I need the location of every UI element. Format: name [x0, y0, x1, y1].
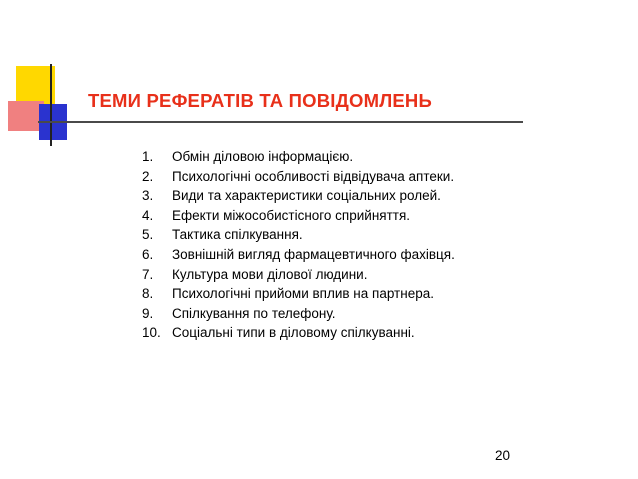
list-item	[142, 284, 455, 304]
title-underline	[38, 121, 523, 123]
list-item	[142, 323, 455, 343]
list-item-text: Обмін діловою інформацією.	[172, 149, 354, 164]
list-item	[142, 206, 455, 226]
list-item	[142, 225, 455, 245]
list-item-number: 4.	[142, 207, 154, 223]
list-item	[142, 304, 455, 324]
list-item-number: 5.	[142, 227, 154, 243]
list-item-text: Зовнішній вигляд фармацевтичного фахівця.	[172, 246, 455, 262]
list-item-text: Культура мови ділової людини.	[172, 266, 368, 282]
list-item	[142, 265, 455, 285]
topics-list	[142, 147, 455, 343]
list-item	[142, 186, 455, 206]
page-number: 20	[495, 448, 511, 463]
list-item-text: Види та характеристики соціальних ролей.	[172, 188, 441, 204]
list-item-text: Тактика спілкування.	[172, 227, 303, 243]
list-item	[142, 245, 455, 265]
list-item-number: 3.	[142, 188, 154, 204]
list-item-text: Соціальні типи в діловому спілкуванні.	[172, 325, 415, 341]
list-item-number: 7.	[142, 266, 154, 282]
list-item-text: Психологічні особливості відвідувача аптеки.	[172, 168, 455, 184]
list-item-text: Ефекти міжособистісного сприйняття.	[172, 207, 411, 223]
list-item-number: 6.	[142, 246, 154, 262]
list-item-number: 10.	[142, 325, 161, 341]
list-item-number: 1.	[142, 149, 154, 164]
slide-title: ТЕМИ РЕФЕРАТІВ ТА ПОВІДОМЛЕНЬ	[88, 90, 432, 111]
list-item-number: 2.	[142, 168, 154, 184]
list-item-number: 9.	[142, 305, 154, 321]
list-item-text: Спілкування по телефону.	[172, 305, 336, 321]
list-item	[142, 147, 455, 167]
decor-vertical-line	[50, 64, 52, 146]
list-item-text: Психологічні прийоми вплив на партнера.	[172, 286, 434, 302]
list-item-number: 8.	[142, 286, 154, 302]
list-item	[142, 167, 455, 187]
